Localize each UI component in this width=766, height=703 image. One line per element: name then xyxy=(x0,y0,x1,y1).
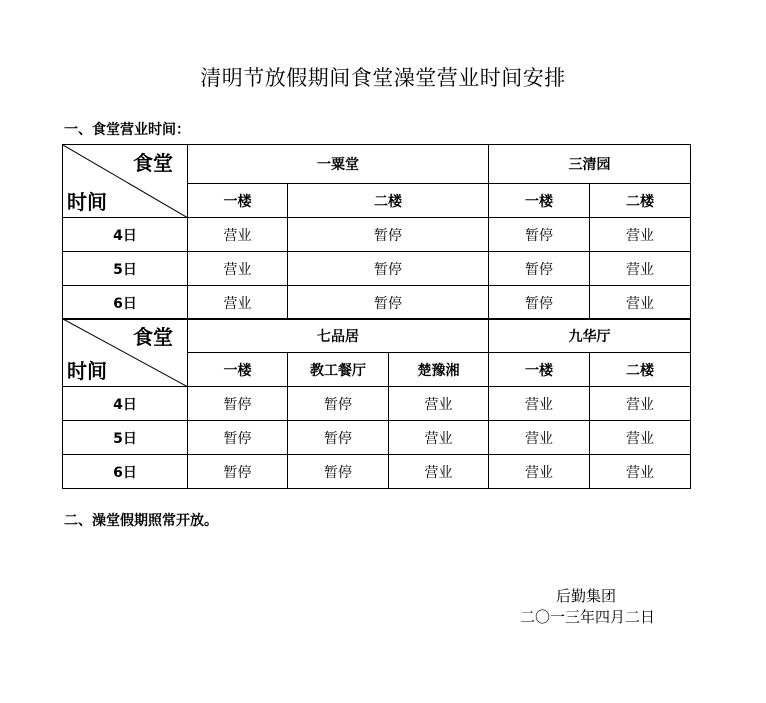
status-cell: 暂停 xyxy=(489,286,590,320)
status-cell: 营业 xyxy=(590,455,691,489)
floor-header: 二楼 xyxy=(590,184,691,218)
section-heading-bathhouse: 二、澡堂假期照常开放。 xyxy=(64,513,218,529)
floor-header: 一楼 xyxy=(188,184,288,218)
status-cell: 营业 xyxy=(590,421,691,455)
date-cell: 5日 xyxy=(63,252,188,286)
status-cell: 营业 xyxy=(590,286,691,320)
status-cell: 暂停 xyxy=(188,421,288,455)
date-cell: 4日 xyxy=(63,387,188,421)
table-row xyxy=(63,421,691,455)
section-heading-canteen: 一、食堂营业时间： xyxy=(64,122,190,138)
status-cell: 营业 xyxy=(590,218,691,252)
status-cell: 暂停 xyxy=(288,252,489,286)
status-cell: 营业 xyxy=(489,455,590,489)
status-cell: 暂停 xyxy=(288,218,489,252)
status-cell: 暂停 xyxy=(188,387,288,421)
corner-label-time: 时间 xyxy=(67,359,107,383)
status-cell: 暂停 xyxy=(288,387,389,421)
canteen-header: 三清园 xyxy=(489,145,691,184)
status-cell: 营业 xyxy=(188,286,288,320)
table-row xyxy=(63,455,691,489)
canteen-schedule-table-2 xyxy=(62,318,691,489)
signature-date: 二〇一三年四月二日 xyxy=(520,608,656,626)
signature-organization: 后勤集团 xyxy=(556,587,617,605)
floor-header: 二楼 xyxy=(590,353,691,387)
floor-header: 二楼 xyxy=(288,184,489,218)
status-cell: 营业 xyxy=(489,387,590,421)
canteen-header: 九华厅 xyxy=(489,319,691,353)
status-cell: 营业 xyxy=(188,252,288,286)
date-cell: 6日 xyxy=(63,455,188,489)
floor-header: 楚豫湘 xyxy=(389,353,489,387)
status-cell: 暂停 xyxy=(489,252,590,286)
floor-header: 一楼 xyxy=(188,353,288,387)
document-title: 清明节放假期间食堂澡堂营业时间安排 xyxy=(200,66,566,90)
status-cell: 营业 xyxy=(389,455,489,489)
date-cell: 6日 xyxy=(63,286,188,320)
table-corner-cell xyxy=(63,319,188,387)
floor-header: 一楼 xyxy=(489,353,590,387)
table-row xyxy=(63,252,691,286)
status-cell: 暂停 xyxy=(288,286,489,320)
table-row xyxy=(63,286,691,320)
table-row xyxy=(63,218,691,252)
status-cell: 营业 xyxy=(590,252,691,286)
corner-label-canteen: 食堂 xyxy=(133,151,173,175)
corner-label-time: 时间 xyxy=(67,190,107,214)
status-cell: 暂停 xyxy=(489,218,590,252)
date-cell: 5日 xyxy=(63,421,188,455)
table-row xyxy=(63,387,691,421)
status-cell: 营业 xyxy=(590,387,691,421)
date-cell: 4日 xyxy=(63,218,188,252)
canteen-schedule-table-1 xyxy=(62,144,691,320)
status-cell: 暂停 xyxy=(288,455,389,489)
canteen-header: 一粟堂 xyxy=(188,145,489,184)
status-cell: 营业 xyxy=(489,421,590,455)
table-corner-cell xyxy=(63,145,188,218)
status-cell: 暂停 xyxy=(288,421,389,455)
floor-header: 教工餐厅 xyxy=(288,353,389,387)
status-cell: 营业 xyxy=(188,218,288,252)
status-cell: 暂停 xyxy=(188,455,288,489)
status-cell: 营业 xyxy=(389,387,489,421)
status-cell: 营业 xyxy=(389,421,489,455)
floor-header: 一楼 xyxy=(489,184,590,218)
corner-label-canteen: 食堂 xyxy=(133,325,173,349)
canteen-header: 七品居 xyxy=(188,319,489,353)
